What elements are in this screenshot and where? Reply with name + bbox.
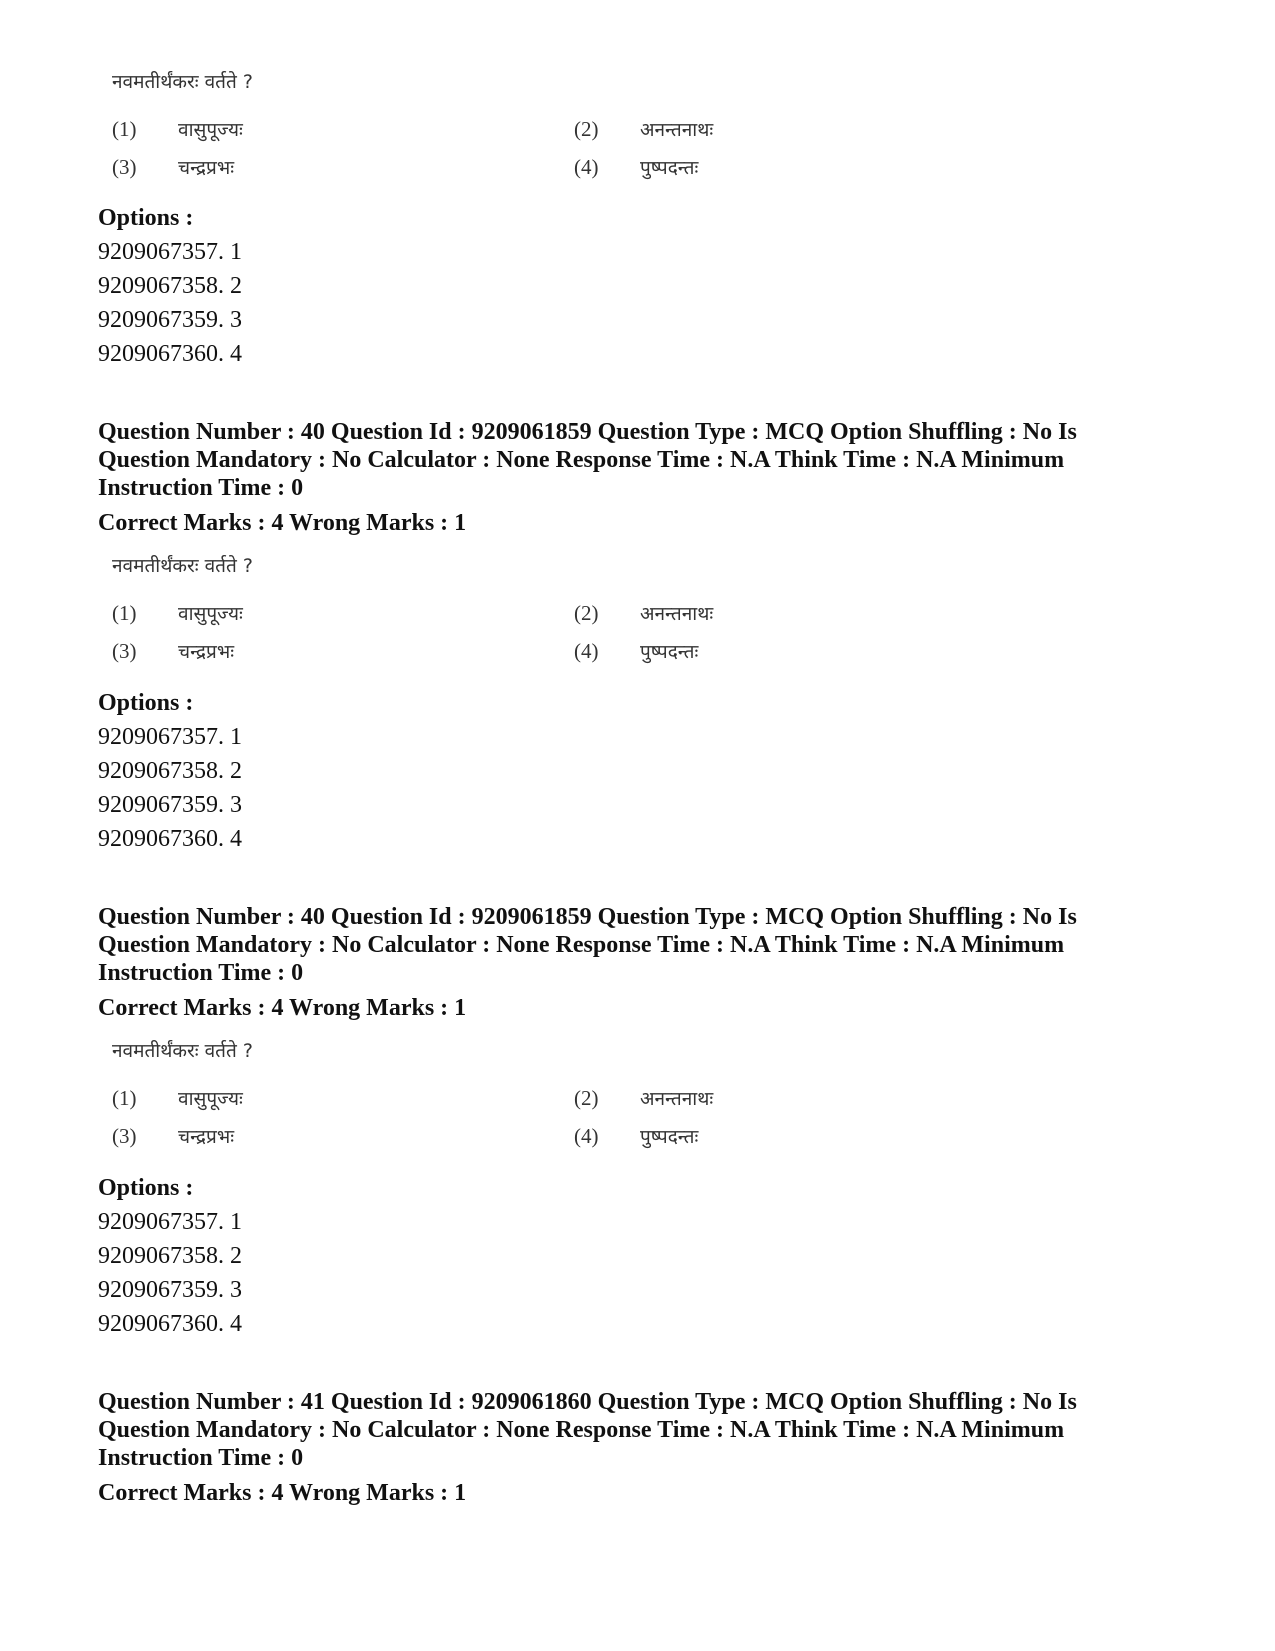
- choice-4: [574, 638, 698, 664]
- choice-3: [112, 638, 234, 664]
- option-line: 9209067359. 3: [98, 307, 242, 333]
- choice-number: (3): [112, 639, 137, 663]
- options-heading: Options :: [98, 205, 194, 231]
- choice-number: (1): [112, 117, 137, 141]
- meta-line: Instruction Time : 0: [98, 1445, 304, 1471]
- choice-number: (3): [112, 1124, 137, 1148]
- option-line: 9209067360. 4: [98, 341, 242, 367]
- choice-number: (4): [574, 1124, 599, 1148]
- choice-text: अनन्तनाथः: [640, 603, 714, 625]
- meta-line: Question Number : 40 Question Id : 9209061859 Question Type : MCQ Option Shuffling : No Is: [98, 419, 1077, 445]
- choice-text: अनन्तनाथः: [640, 119, 714, 141]
- choice-number: (4): [574, 639, 599, 663]
- question-image: [112, 64, 812, 184]
- options-heading: Options :: [98, 690, 194, 716]
- choice-text: वासुपूज्यः: [178, 603, 243, 625]
- choice-text: पुष्पदन्तः: [640, 1126, 699, 1148]
- option-line: 9209067357. 1: [98, 1209, 242, 1235]
- choice-number: (2): [574, 601, 599, 625]
- meta-line: Question Mandatory : No Calculator : None Response Time : N.A Think Time : N.A Minimum: [98, 447, 1065, 473]
- meta-line: Question Number : 41 Question Id : 9209061860 Question Type : MCQ Option Shuffling : No Is: [98, 1389, 1077, 1415]
- question-meta: [98, 1388, 1188, 1472]
- option-line: 9209067358. 2: [98, 758, 242, 784]
- choice-text: वासुपूज्यः: [178, 1088, 243, 1110]
- marks-line: Correct Marks : 4 Wrong Marks : 1: [98, 995, 467, 1021]
- meta-line: Question Number : 40 Question Id : 9209061859 Question Type : MCQ Option Shuffling : No Is: [98, 904, 1077, 930]
- choice-number: (1): [112, 1086, 137, 1110]
- option-line: 9209067357. 1: [98, 239, 242, 265]
- choice-text: चन्द्रप्रभः: [178, 157, 235, 179]
- choice-number: (1): [112, 601, 137, 625]
- choice-3: [112, 1123, 234, 1149]
- choice-4: [574, 1123, 698, 1149]
- choice-number: (4): [574, 155, 599, 179]
- option-line: 9209067358. 2: [98, 1243, 242, 1269]
- choice-number: (2): [574, 1086, 599, 1110]
- choice-text: वासुपूज्यः: [178, 119, 243, 141]
- options-heading: Options :: [98, 1175, 194, 1201]
- choice-3: [112, 154, 234, 180]
- meta-line: Question Mandatory : No Calculator : None Response Time : N.A Think Time : N.A Minimum: [98, 1417, 1065, 1443]
- question-image: [112, 548, 812, 668]
- question-meta: [98, 418, 1188, 502]
- choice-2: [574, 1085, 713, 1111]
- meta-line: Instruction Time : 0: [98, 960, 304, 986]
- meta-line: Question Mandatory : No Calculator : None Response Time : N.A Think Time : N.A Minimum: [98, 932, 1065, 958]
- choice-text: चन्द्रप्रभः: [178, 1126, 235, 1148]
- choice-1: [112, 1085, 243, 1111]
- option-line: 9209067360. 4: [98, 1311, 242, 1337]
- choice-1: [112, 600, 243, 626]
- option-line: 9209067360. 4: [98, 826, 242, 852]
- choice-number: (2): [574, 117, 599, 141]
- option-line: 9209067357. 1: [98, 724, 242, 750]
- choice-4: [574, 154, 698, 180]
- question-image: [112, 1033, 812, 1153]
- option-line: 9209067358. 2: [98, 273, 242, 299]
- question-stem: नवमतीर्थंकरः वर्तते ?: [112, 555, 253, 577]
- choice-2: [574, 116, 713, 142]
- question-stem: नवमतीर्थंकरः वर्तते ?: [112, 1040, 253, 1062]
- option-line: 9209067359. 3: [98, 1277, 242, 1303]
- marks-line: Correct Marks : 4 Wrong Marks : 1: [98, 510, 467, 536]
- choice-text: अनन्तनाथः: [640, 1088, 714, 1110]
- option-line: 9209067359. 3: [98, 792, 242, 818]
- question-stem: नवमतीर्थंकरः वर्तते ?: [112, 71, 253, 93]
- choice-text: पुष्पदन्तः: [640, 157, 699, 179]
- marks-line: Correct Marks : 4 Wrong Marks : 1: [98, 1480, 467, 1506]
- meta-line: Instruction Time : 0: [98, 475, 304, 501]
- choice-2: [574, 600, 713, 626]
- choice-text: पुष्पदन्तः: [640, 641, 699, 663]
- choice-text: चन्द्रप्रभः: [178, 641, 235, 663]
- choice-1: [112, 116, 243, 142]
- choice-number: (3): [112, 155, 137, 179]
- question-meta: [98, 903, 1188, 987]
